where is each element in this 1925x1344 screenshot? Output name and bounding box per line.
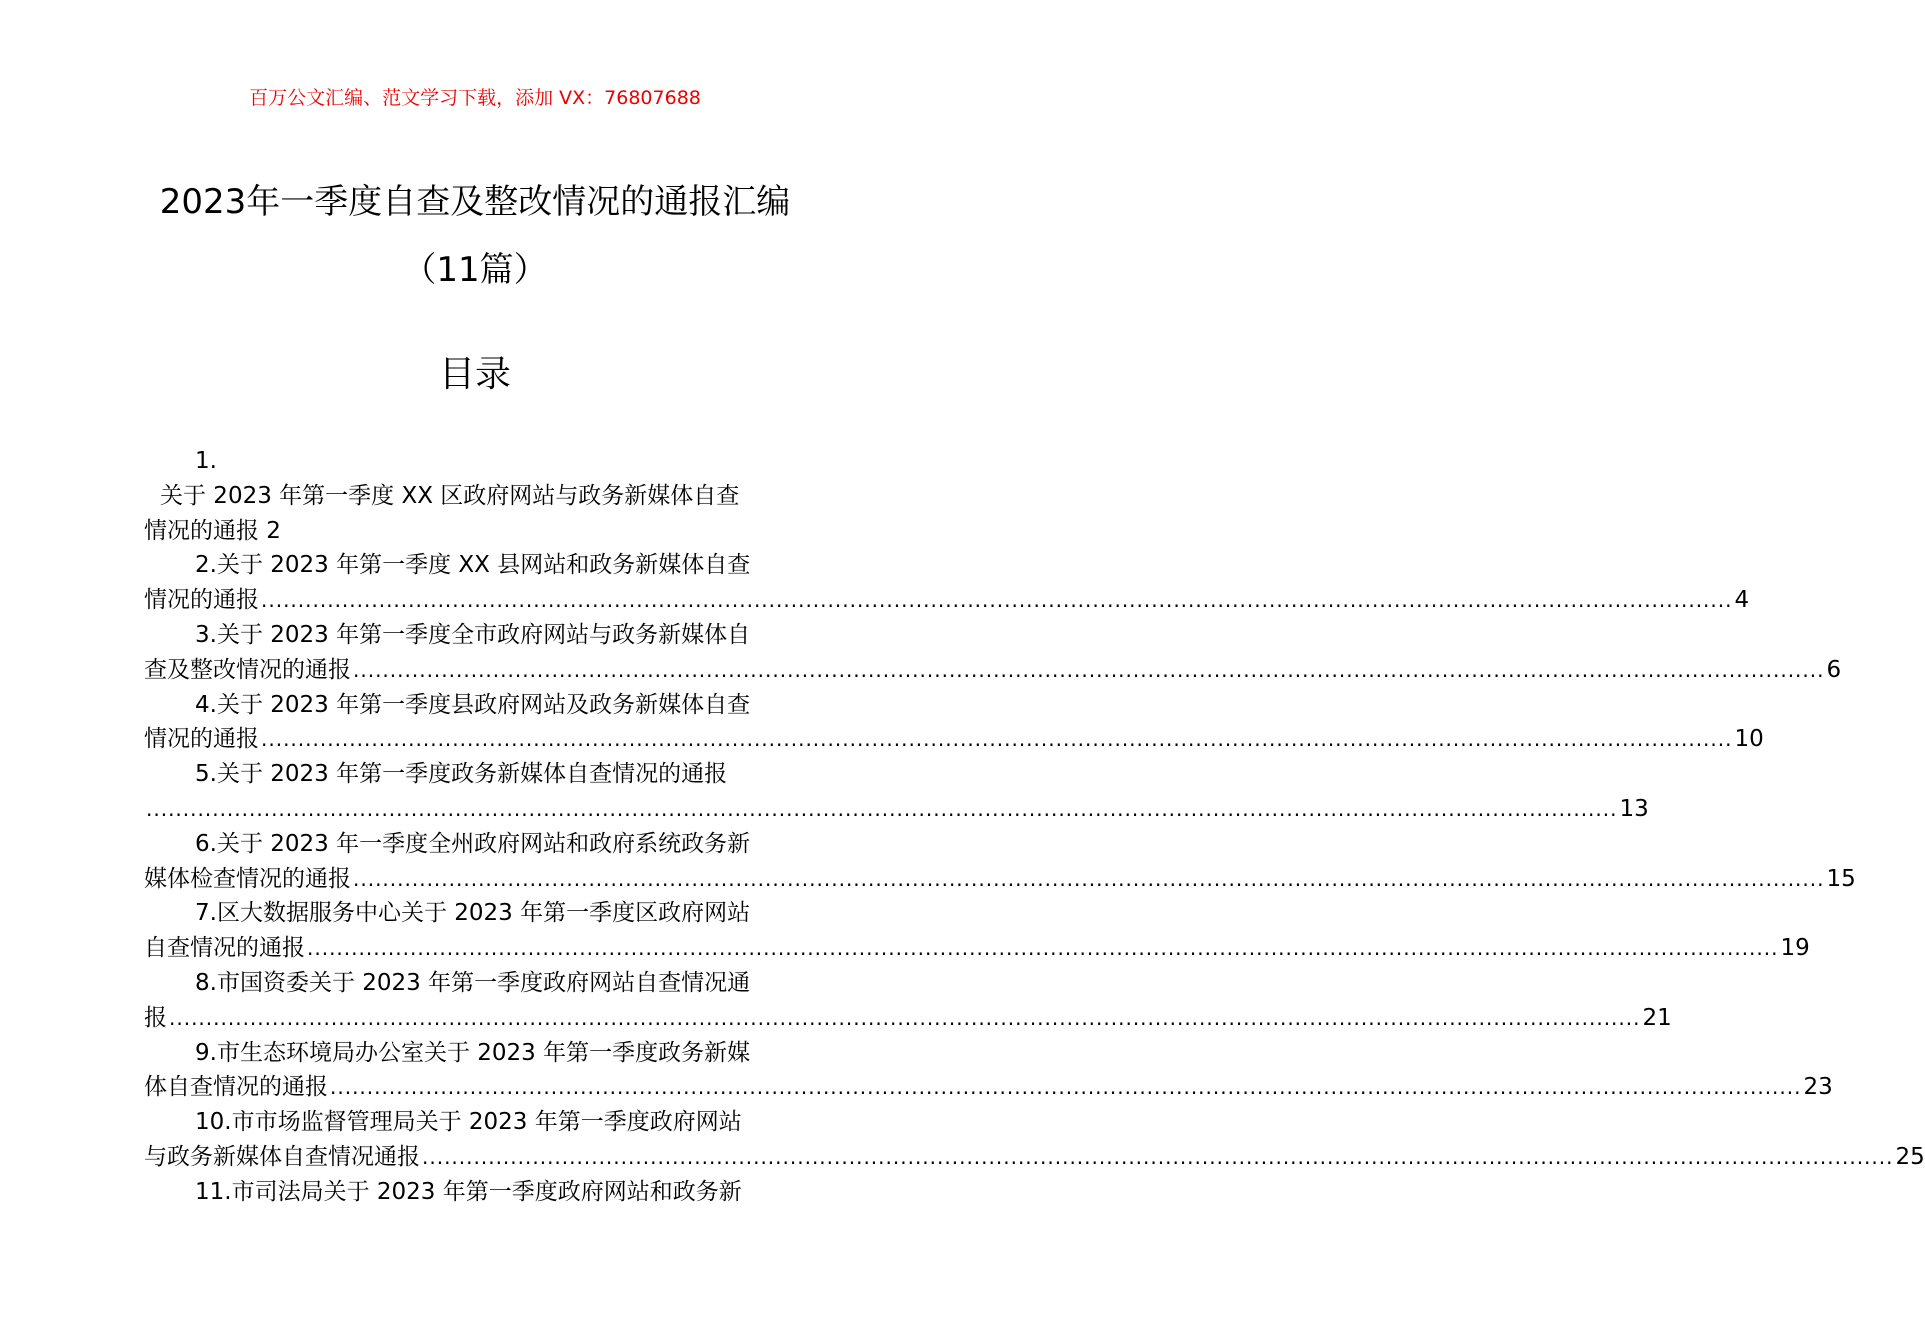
- toc-entry-1-line1[interactable]: 关于 2023 年第一季度 XX 区政府网站与政务新媒体自查: [160, 482, 740, 509]
- toc-entry-3-line1[interactable]: 3.关于 2023 年第一季度全市政府网站与政务新媒体自: [195, 621, 751, 648]
- toc-entry-7-text: 自查情况的通报: [144, 935, 305, 962]
- toc-entry-8-text: 报: [144, 1004, 167, 1031]
- toc-entry-3-line2[interactable]: [144, 653, 1842, 688]
- toc-entry-10-line2[interactable]: [144, 1140, 1925, 1175]
- toc-entry-1-line2[interactable]: 情况的通报 2: [144, 517, 281, 544]
- document-title: 2023年一季度自查及整改情况的通报汇编: [159, 182, 791, 222]
- toc-entry-4-line2[interactable]: [144, 722, 1764, 757]
- toc-entry-2-text: 情况的通报: [144, 587, 259, 614]
- toc-entry-2-page: 4: [1734, 587, 1750, 614]
- toc-entry-6-line1[interactable]: 6.关于 2023 年一季度全州政府网站和政府系统政务新: [195, 830, 751, 857]
- toc-entry-9-line2[interactable]: [144, 1070, 1833, 1105]
- toc-entry-6-page: 15: [1826, 865, 1856, 892]
- toc-entry-10-text: 与政务新媒体自查情况通报: [144, 1143, 420, 1170]
- toc-entry-8-line2[interactable]: [144, 1001, 1672, 1036]
- leader-dots: ........................................................................................................................................................................................................: [261, 588, 1733, 613]
- toc-entry-4-text: 情况的通报: [144, 726, 259, 753]
- toc-entry-5-page: 13: [1619, 795, 1649, 822]
- leader-dots: ........................................................................................................................................................................................................: [307, 936, 1779, 961]
- toc-entry-9-text: 体自查情况的通报: [144, 1074, 328, 1101]
- toc-entry-7-line1[interactable]: 7.区大数据服务中心关于 2023 年第一季度区政府网站: [195, 900, 751, 927]
- leader-dots: ........................................................................................................................................................................................................: [422, 1144, 1894, 1169]
- toc-entry-3-page: 6: [1826, 656, 1842, 683]
- leader-dots: ........................................................................................................................................................................................................: [261, 727, 1733, 752]
- document-subtitle: （11篇）: [402, 250, 548, 290]
- header-note: 百万公文汇编、范文学习下载，添加 VX：76807688: [249, 87, 701, 109]
- toc-entry-8-page: 21: [1642, 1004, 1672, 1031]
- leader-dots: ........................................................................................................................................................................................................: [353, 657, 1825, 682]
- toc-entry-7-page: 19: [1780, 935, 1810, 962]
- toc-entry-9-line1[interactable]: 9.市生态环境局办公室关于 2023 年第一季度政务新媒: [195, 1039, 751, 1066]
- toc-entry-8-line1[interactable]: 8.市国资委关于 2023 年第一季度政府网站自查情况通: [195, 969, 751, 996]
- toc-entry-6-text: 媒体检查情况的通报: [144, 865, 351, 892]
- table-of-contents: [144, 444, 1925, 1210]
- leader-dots: ........................................................................................................................................................................................................: [146, 796, 1618, 821]
- toc-entry-2-line1[interactable]: 2.关于 2023 年第一季度 XX 县网站和政务新媒体自查: [195, 552, 751, 579]
- leader-dots: ........................................................................................................................................................................................................: [353, 866, 1825, 891]
- toc-heading: 目录: [438, 354, 511, 395]
- toc-entry-1-number[interactable]: 1.: [195, 448, 217, 474]
- toc-entry-9-page: 23: [1803, 1074, 1833, 1101]
- toc-entry-4-page: 10: [1734, 726, 1764, 753]
- toc-entry-6-line2[interactable]: [144, 862, 1856, 897]
- toc-entry-7-line2[interactable]: [144, 931, 1810, 966]
- leader-dots: ........................................................................................................................................................................................................: [330, 1075, 1802, 1100]
- toc-entry-10-page: 25: [1895, 1143, 1925, 1170]
- toc-entry-11-line1[interactable]: 11.市司法局关于 2023 年第一季度政府网站和政务新: [195, 1178, 742, 1205]
- toc-entry-2-line2[interactable]: [144, 583, 1750, 618]
- toc-entry-10-line1[interactable]: 10.市市场监督管理局关于 2023 年第一季度政府网站: [195, 1109, 742, 1136]
- toc-entry-3-text: 查及整改情况的通报: [144, 656, 351, 683]
- leader-dots: ........................................................................................................................................................................................................: [169, 1005, 1641, 1030]
- toc-entry-5-line1[interactable]: 5.关于 2023 年第一季度政务新媒体自查情况的通报: [195, 761, 728, 788]
- toc-entry-4-line1[interactable]: 4.关于 2023 年第一季度县政府网站及政务新媒体自查: [195, 691, 751, 718]
- toc-entry-5-line2[interactable]: [144, 792, 1649, 827]
